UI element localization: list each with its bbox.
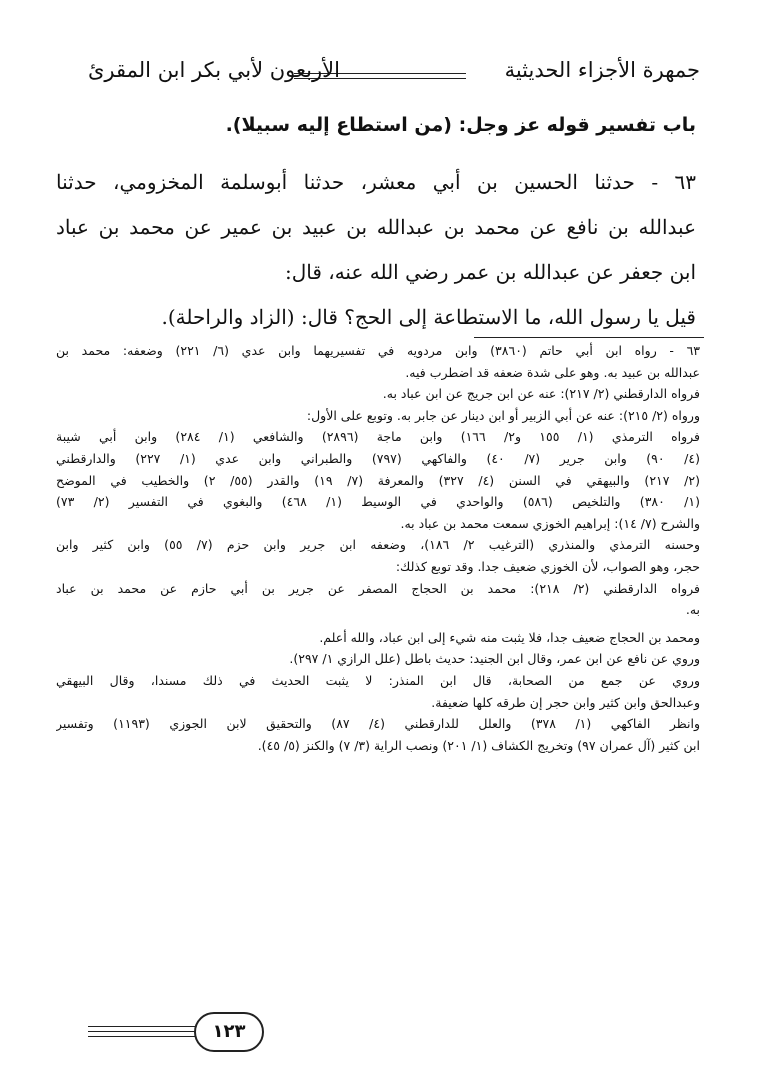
running-header: [88, 58, 700, 92]
footnote-line: وحسنه الترمذي والمنذري (الترغيب ٢/ ١٨٦)، وضعفه ابن جرير وابن حزم (٧/ ٥٥) وابن كثير وابن: [56, 537, 700, 553]
footnote-line: فرواه الدارقطني (٢/ ٢١٧): عنه عن ابن جريج عن ابن عباد به.: [382, 386, 700, 402]
hadith-line: ٦٣ - حدثنا الحسين بن أبي معشر، حدثنا أبوسلمة المخزومي، حدثنا: [56, 170, 696, 194]
footnote-line: ابن كثير (آل عمران ٩٧) وتخريج الكشاف (١/ ٢٠١) ونصب الراية (٣/ ٧) والكنز (٥/ ٤٥).: [257, 737, 700, 753]
footnote-line: فرواه الدارقطني (٢/ ٢١٨): محمد بن الحجاج المصفر عن جرير بن أبي حازم عن محمد بن عباد: [56, 580, 700, 596]
footnote-line: وروي عن جمع من الصحابة، قال ابن المنذر: لا يثبت الحديث في ذلك مسندا، وقال البيهقي: [56, 672, 700, 688]
footnote-line: وانظر الفاكهي (١/ ٣٧٨) والعلل للدارقطني (٤/ ٨٧) والتحقيق لابن الجوزي (١١٩٣) وتفسير: [56, 716, 700, 732]
footer-rule: [88, 1036, 198, 1037]
footnote-line: ومحمد بن الحجاج ضعيف جدا، فلا يثبت منه شيء إلى ابن عباد، والله أعلم.: [319, 629, 700, 645]
footnote-line: وعبدالحق وابن كثير وابن حجر إن طرقه كلها ضعيفة.: [431, 694, 700, 710]
footnote-line: (٢/ ٢١٧) والبيهقي في السنن (٤/ ٣٢٧) والمعرفة (٧/ ١٩) والقدر (٥٥/ ٢) والخطيب في الموضح: [56, 472, 700, 488]
page-number: ١٢٣: [194, 1012, 264, 1052]
footer-rule: [88, 1026, 198, 1027]
footnote-line: ورواه (٢/ ٢١٥): عنه عن أبي الزبير أو ابن دينار عن جابر به. وتوبع على الأول:: [306, 407, 700, 423]
footnote-line: عبدالله بن عبيد به. وهو على شدة ضعفه قد اضطرب فيه.: [405, 364, 700, 380]
hadith-line: قيل يا رسول الله، ما الاستطاعة إلى الحج؟ قال: (الزاد والراحلة).: [161, 305, 696, 329]
chapter-title: باب تفسير قوله عز وجل: (من استطاع إليه سبيلا).: [225, 114, 696, 136]
header-book-title: الأربعون لأبي بكر ابن المقرئ: [88, 58, 340, 82]
hadith-line: عبدالله بن نافع عن محمد بن عبدالله بن عبيد بن عمير عن محمد بن عباد: [56, 215, 696, 239]
header-collection-title: جمهرة الأجزاء الحديثية: [504, 58, 700, 82]
footnote-line: به.: [685, 602, 700, 618]
footnote-line: (١/ ٣٨٠) والتلخيص (٥٨٦) والواحدي في الوسيط (١/ ٤٦٨) والبغوي في التفسير (٢/ ٧٣): [56, 494, 700, 510]
page-footer: [88, 1012, 268, 1052]
hadith-text: [56, 160, 696, 340]
footnotes: [56, 340, 700, 756]
hadith-line: ابن جعفر عن عبدالله بن عمر رضي الله عنه، قال:: [284, 260, 696, 284]
footnote-line: حجر، وهو الصواب، لأن الخوزي ضعيف جدا. وقد توبع كذلك:: [395, 558, 700, 574]
footer-rule: [88, 1031, 198, 1032]
footnote-line: والشرح (٧/ ١٤): إبراهيم الخوزي سمعت محمد بن عباد به.: [400, 515, 700, 531]
footnote-line: فرواه الترمذي (١/ ١٥٥ و٢/ ١٦٦) وابن ماجة (٢٨٩٦) والشافعي (١/ ٢٨٤) وابن أبي شيبة: [56, 429, 700, 445]
footnote-line: (٤/ ٩٠) وابن جرير (٧/ ٤٠) والفاكهي (٧٩٧) والطبراني وابن عدي (١/ ٢٢٧) والدارقطني: [56, 450, 700, 466]
footnote-line: وروي عن نافع عن ابن عمر، وقال ابن الجنيد: حديث باطل (علل الرازي ١/ ٢٩٧).: [289, 651, 700, 667]
footnote-line: ٦٣ - رواه ابن أبي حاتم (٣٨٦٠) وابن مردويه في تفسيريهما وابن عدي (٦/ ٢٢١) وضعفه: محمد بن: [56, 343, 700, 358]
footnote-separator: [474, 337, 704, 338]
